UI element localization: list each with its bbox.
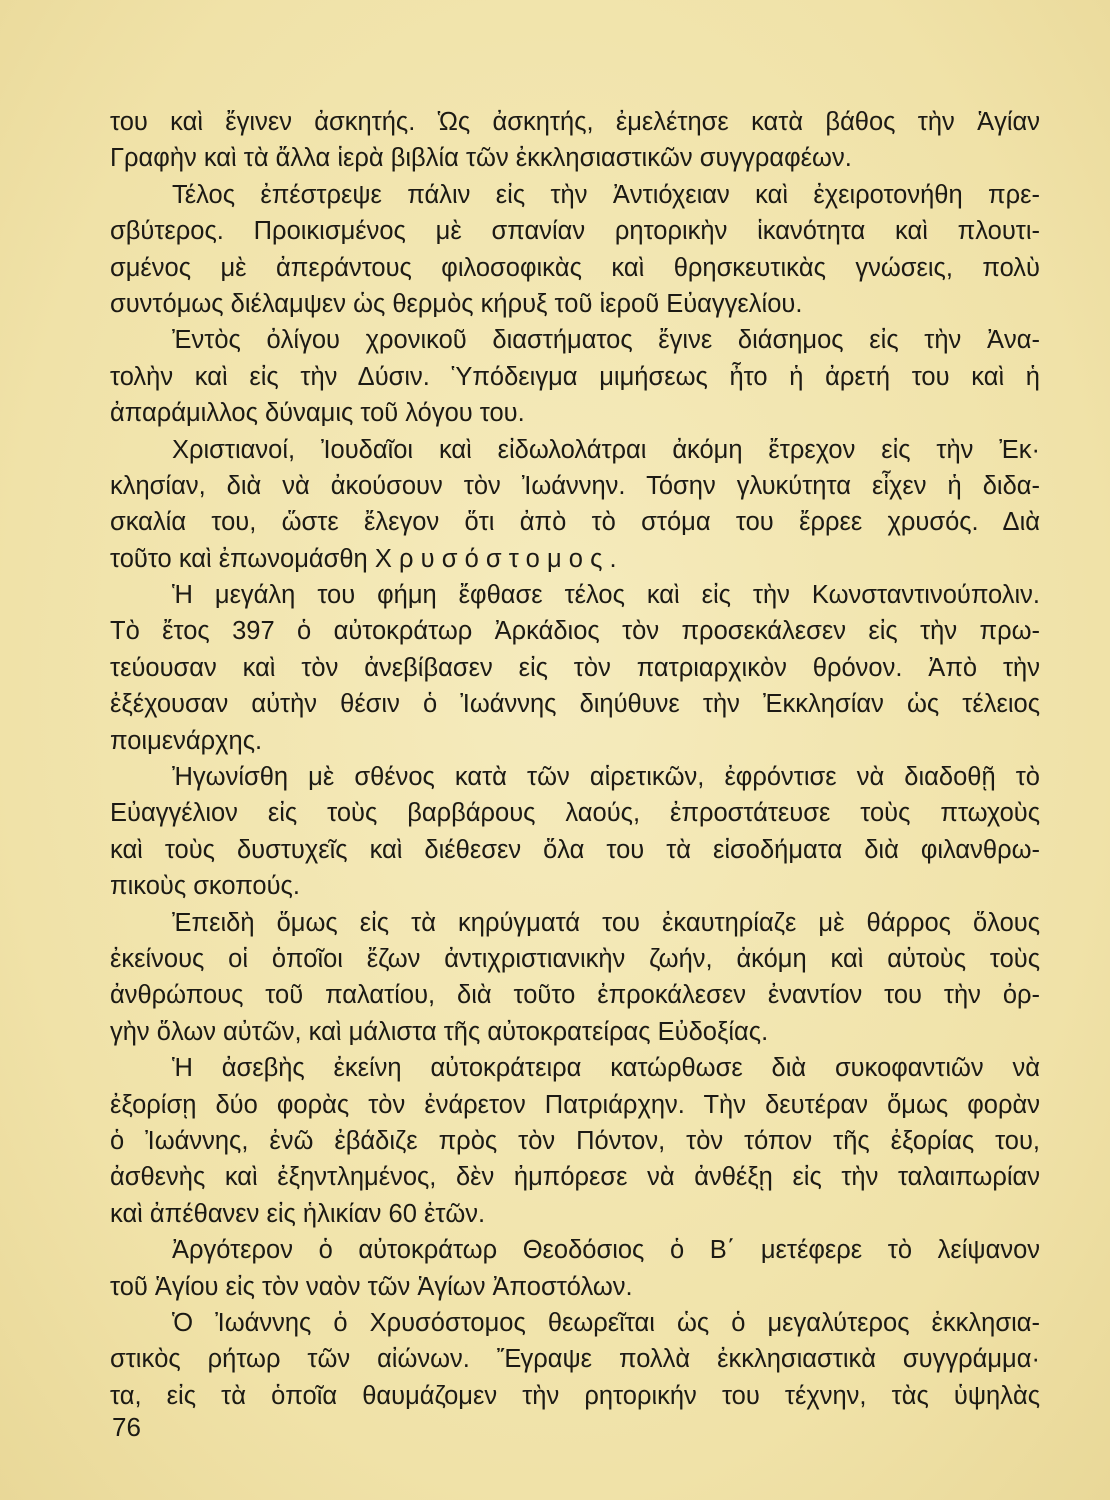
page-number: 76	[112, 1412, 141, 1442]
text-line: Ἀργότερον ὁ αὐτοκράτωρ Θεοδόσιος ὁ Β΄ μετέφερε τὸ λείψανον	[172, 1236, 1040, 1265]
paragraph	[110, 104, 1040, 177]
text-line: τοῦ Ἁγίου εἰς τὸν ναὸν τῶν Ἁγίων Ἀποστόλων.	[110, 1272, 633, 1301]
text-line: ἐξορίσῃ δύο φορὰς τὸν ἐνάρετον Πατριάρχην. Τὴν δευτέραν ὅμως φορὰν	[110, 1090, 1040, 1119]
paragraph	[110, 1305, 1040, 1414]
text-line: τοῦτο καὶ ἐπωνομάσθη Χρυσόστομος.	[110, 544, 624, 573]
text-line: γὴν ὅλων αὐτῶν, καὶ μάλιστα τῆς αὐτοκρατείρας Εὐδοξίας.	[110, 1017, 769, 1046]
paragraph	[110, 322, 1040, 431]
text-line: καὶ ἀπέθανεν εἰς ἡλικίαν 60 ἐτῶν.	[110, 1199, 486, 1228]
paragraph	[110, 577, 1040, 759]
paragraph	[110, 759, 1040, 905]
text-line: Ἠγωνίσθη μὲ σθένος κατὰ τῶν αἱρετικῶν, ἐφρόντισε νὰ διαδοθῇ τὸ	[172, 763, 1040, 792]
text-line: ὁ Ἰωάννης, ἐνῶ ἐβάδιζε πρὸς τὸν Πόντον, τὸν τόπον τῆς ἐξορίας του,	[110, 1126, 1040, 1155]
text-line: ἐκείνους οἱ ὁποῖοι ἔζων ἀντιχριστιανικὴν ζωήν, ἀκόμη καὶ αὐτοὺς τοὺς	[110, 944, 1040, 973]
spaced-name: Χρυσόστομος.	[374, 544, 624, 573]
text-line: Γραφὴν καὶ τὰ ἄλλα ἱερὰ βιβλία τῶν ἐκκλησιαστικῶν συγγραφέων.	[110, 144, 852, 173]
text-line: Ἡ μεγάλη του φήμη ἔφθασε τέλος καὶ εἰς τὴν Κωνσταντινούπολιν.	[172, 581, 1040, 610]
text-line: του καὶ ἔγινεν ἀσκητής. Ὡς ἀσκητής, ἐμελέτησε κατὰ βάθος τὴν Ἁγίαν	[110, 108, 1040, 136]
text-line: συντόμως διέλαμψεν ὡς θερμὸς κήρυξ τοῦ ἱεροῦ Εὐαγγελίου.	[110, 289, 803, 318]
text-line: Ἡ ἀσεβὴς ἐκείνη αὐτοκράτειρα κατώρθωσε διὰ συκοφαντιῶν νὰ	[172, 1054, 1040, 1083]
text-line: ποιμενάρχης.	[110, 726, 263, 755]
text-line: ἀνθρώπους τοῦ παλατίου, διὰ τοῦτο ἐπροκάλεσεν ἐναντίον του τὴν ὀρ-	[110, 981, 1040, 1010]
text-line: ἀπαράμιλλος δύναμις τοῦ λόγου του.	[110, 399, 525, 428]
paragraph	[110, 177, 1040, 323]
text-line: ἐξέχουσαν αὐτὴν θέσιν ὁ Ἰωάννης διηύθυνε τὴν Ἐκκλησίαν ὡς τέλειος	[110, 690, 1040, 719]
body-text	[110, 104, 1040, 1414]
text-line: Ὁ Ἰωάννης ὁ Χρυσόστομος θεωρεῖται ὡς ὁ μεγαλύτερος ἐκκλησια-	[172, 1308, 1040, 1337]
text-line: Ἐπειδὴ ὅμως εἰς τὰ κηρύγματά του ἐκαυτηρίαζε μὲ θάρρος ὅλους	[172, 908, 1040, 937]
text-line: σμένος μὲ ἀπεράντους φιλοσοφικὰς καὶ θρησκευτικὰς γνώσεις, πολὺ	[110, 253, 1040, 282]
text-line: Τέλος ἐπέστρεψε πάλιν εἰς τὴν Ἀντιόχειαν καὶ ἐχειροτονήθη πρε-	[172, 180, 1040, 209]
text-line: κλησίαν, διὰ νὰ ἀκούσουν τὸν Ἰωάννην. Τόσην γλυκύτητα εἶχεν ἡ διδα-	[110, 471, 1040, 500]
text-line: τα, εἰς τὰ ὁποῖα θαυμάζομεν τὴν ρητορικήν του τέχνην, τὰς ὑψηλὰς	[110, 1381, 1040, 1410]
text-line: καὶ τοὺς δυστυχεῖς καὶ διέθεσεν ὅλα του τὰ εἰσοδήματα διὰ φιλανθρω-	[110, 835, 1040, 864]
text-line: σκαλία του, ὥστε ἔλεγον ὅτι ἀπὸ τὸ στόμα του ἔρρεε χρυσός. Διὰ	[110, 508, 1040, 537]
text-line: τολὴν καὶ εἰς τὴν Δύσιν. Ὑπόδειγμα μιμήσεως ἦτο ἡ ἀρετή του καὶ ἡ	[110, 362, 1040, 391]
text-line: σβύτερος. Προικισμένος μὲ σπανίαν ρητορικὴν ἱκανότητα καὶ πλουτι-	[110, 217, 1040, 246]
text-line: στικὸς ρήτωρ τῶν αἰώνων. Ἔγραψε πολλὰ ἐκκλησιαστικὰ συγγράμμα·	[110, 1345, 1040, 1374]
paragraph	[110, 1050, 1040, 1232]
text-line: τεύουσαν καὶ τὸν ἀνεβίβασεν εἰς τὸν πατριαρχικὸν θρόνον. Ἀπὸ τὴν	[110, 653, 1040, 682]
text-line: Τὸ ἔτος 397 ὁ αὐτοκράτωρ Ἀρκάδιος τὸν προσεκάλεσεν εἰς τὴν πρω-	[110, 617, 1040, 646]
paragraph	[110, 1232, 1040, 1305]
text-line: Χριστιανοί, Ἰουδαῖοι καὶ εἰδωλολάτραι ἀκόμη ἔτρεχον εἰς τὴν Ἐκ·	[172, 435, 1040, 464]
text-line: πικοὺς σκοπούς.	[110, 872, 300, 901]
text-line: Ἐντὸς ὀλίγου χρονικοῦ διαστήματος ἔγινε διάσημος εἰς τὴν Ἀνα-	[172, 326, 1040, 355]
text-line: Εὐαγγέλιον εἰς τοὺς βαρβάρους λαούς, ἐπροστάτευσε τοὺς πτωχοὺς	[110, 799, 1040, 828]
text-line: ἀσθενὴς καὶ ἐξηντλημένος, δὲν ἠμπόρεσε νὰ ἀνθέξῃ εἰς τὴν ταλαιπωρίαν	[110, 1163, 1040, 1192]
paragraph	[110, 432, 1040, 578]
paragraph	[110, 905, 1040, 1051]
